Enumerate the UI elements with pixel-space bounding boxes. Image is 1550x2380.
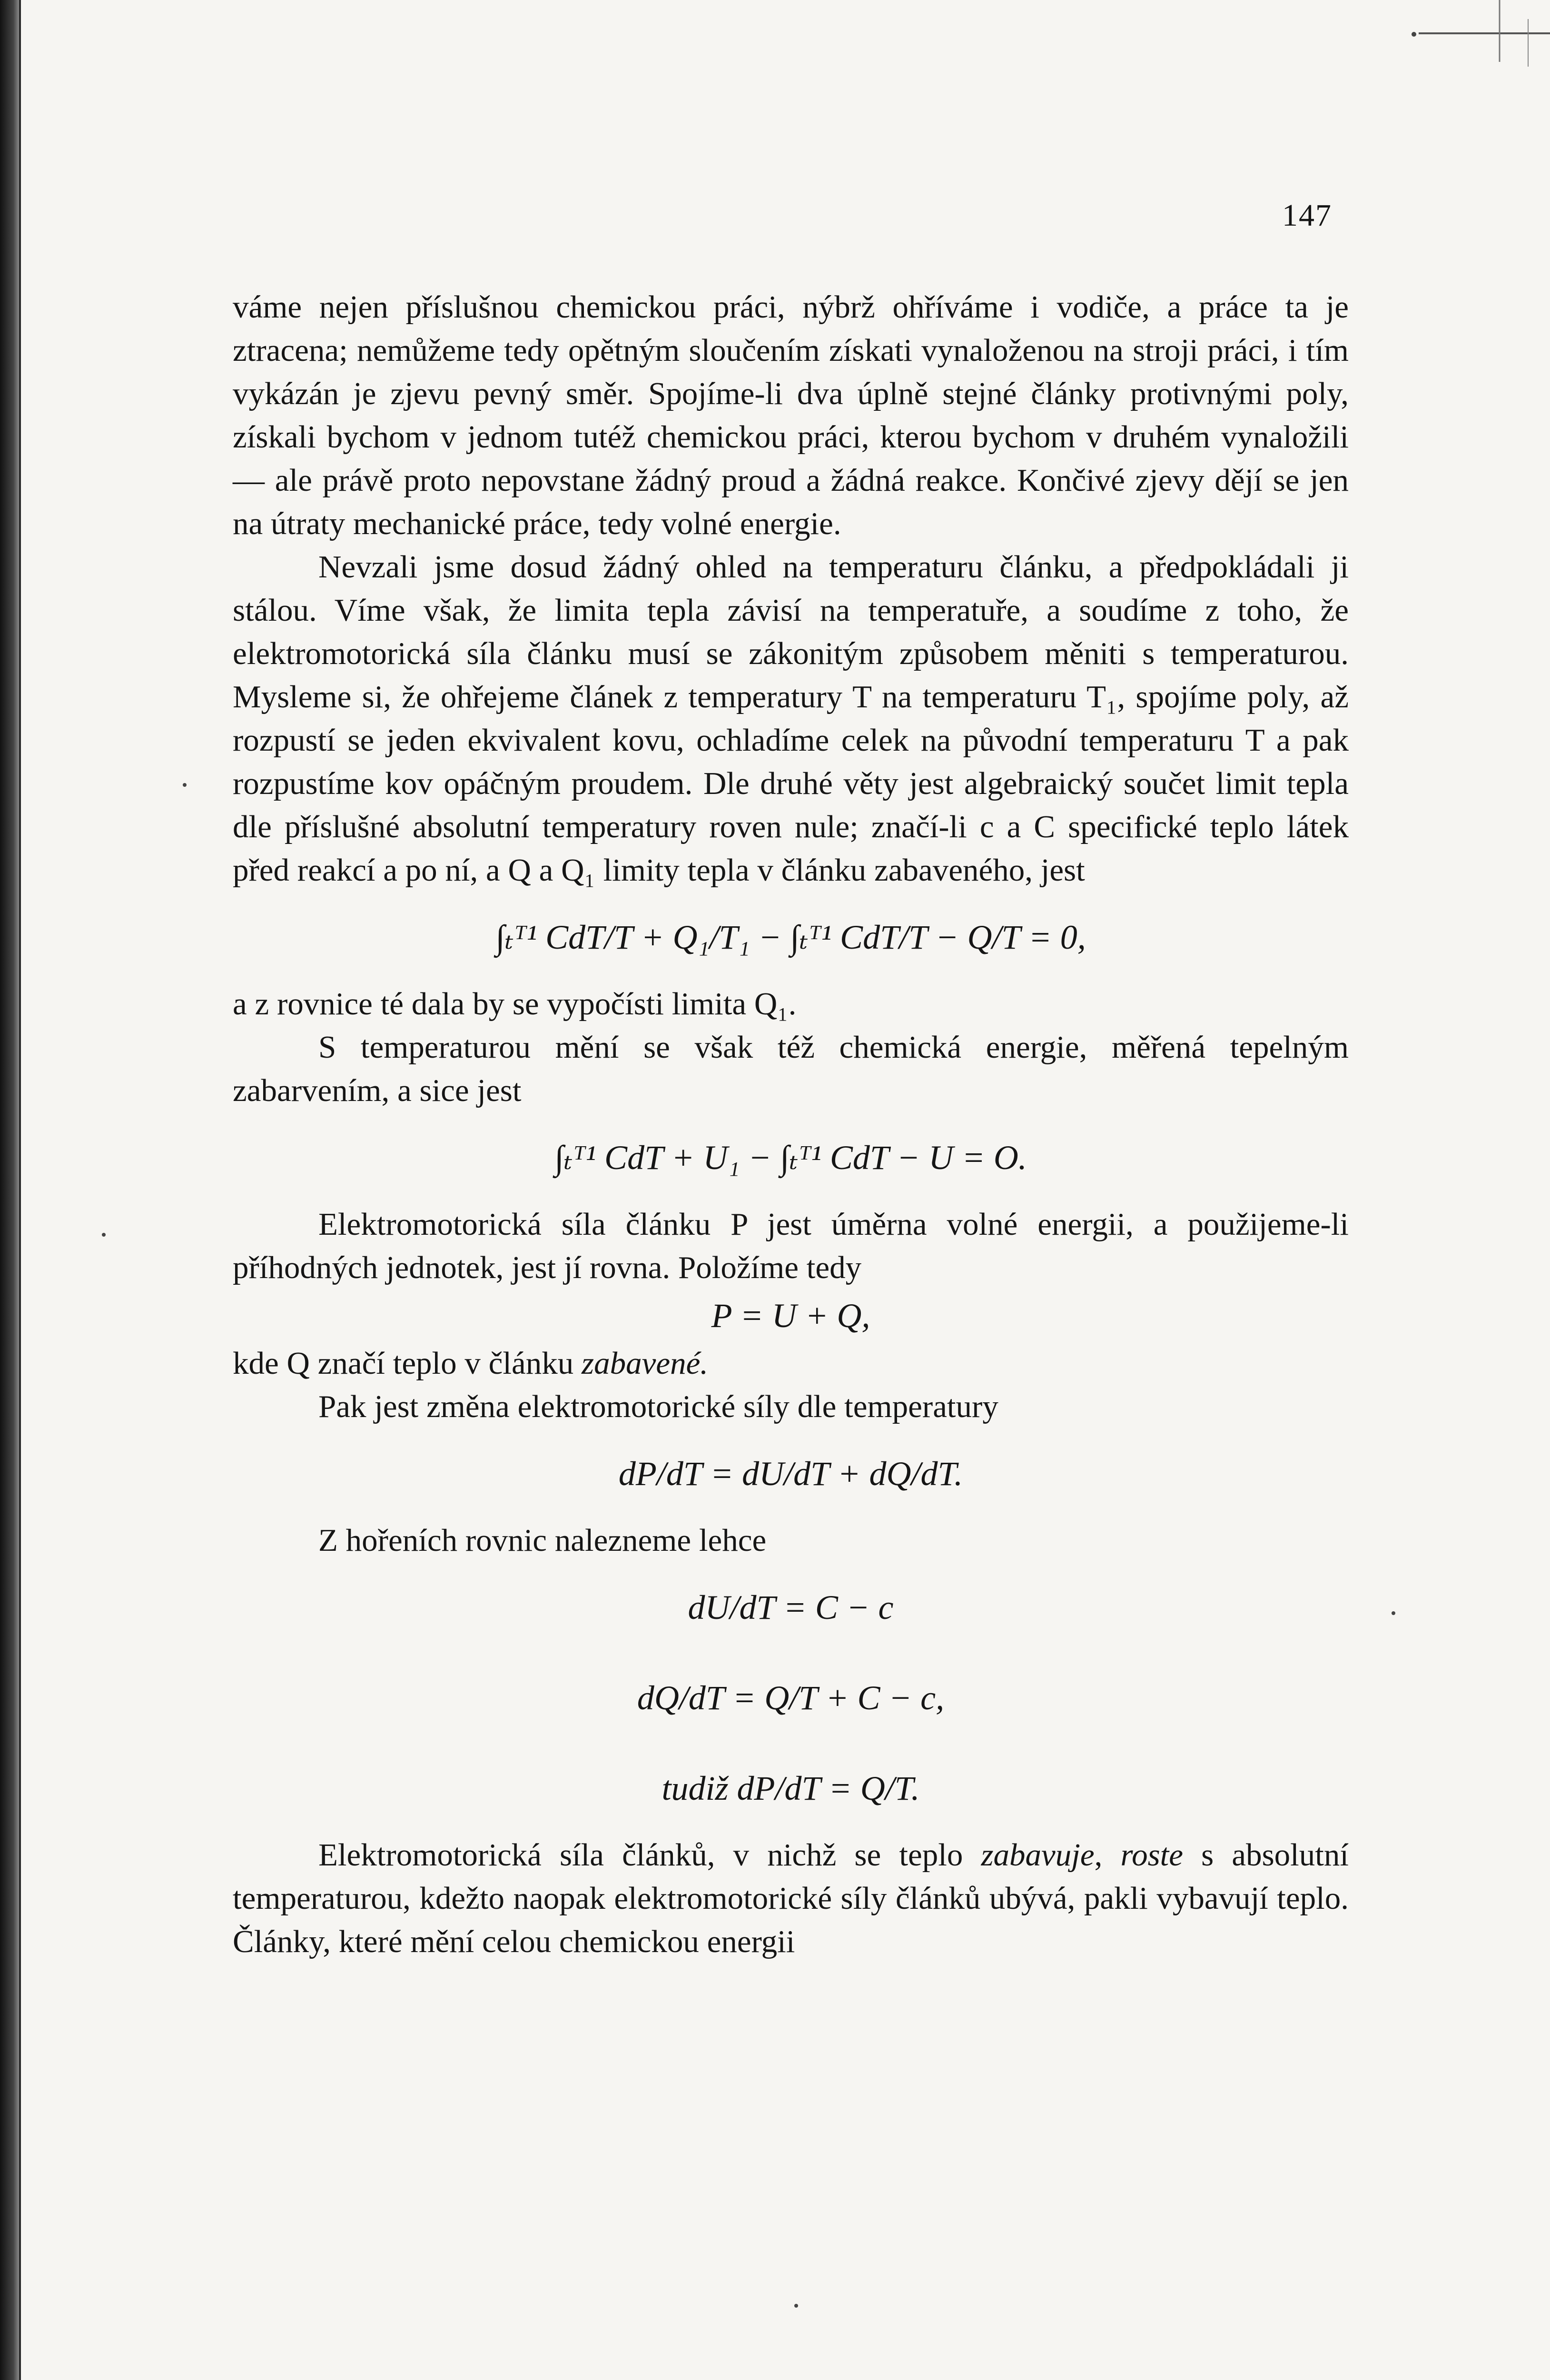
paragraph-9 <box>233 1834 1349 1964</box>
paragraph-7: Pak jest změna elektromotorické síly dle temperatury <box>318 1389 998 1424</box>
paragraph-2: Nevzali jsme dosud žádný ohled na temperaturu článku, a předpokládali ji stálou. Víme však, že limita tepla závisí na temperatuře, a soudíme z toho, že elektromotorická síla článku musí se zákonitým způsobem měniti s temperaturou. Mysleme si, že ohřejeme článek z temperatury T na temperaturu T₁, spojíme poly, až rozpustí se jeden ekvivalent kovu, ochladíme celek na původní temperaturu T a pak rozpustíme kov opáčným proudem. Dle druhé věty jest algebraický součet limit tepla dle příslušné absolutní temperatury roven nule; značí-li c a C specifické teplo látek před reakcí a po ní, a Q a Q₁ limity tepla v článku zabaveného, jest <box>233 549 1349 888</box>
equation-7: tudiž dP/dT = Q/T. <box>661 1769 920 1807</box>
paragraph-1: váme nejen příslušnou chemickou práci, nýbrž ohříváme i vodiče, a práce ta je ztracena; nemůžeme tedy opětným sloučením získati vynaloženou na stroji práci, i tím vykázán je zjevu pevný směr. Spojíme-li dva úplně stejné články protivnými poly, získali bychom v jednom tutéž chemickou práci, kterou bychom v druhém vynaložili — ale právě proto nepovstane žádný proud a žádná reakce. Končivé zjevy dějí se jen na útraty mechanické práce, tedy volné energie. <box>233 289 1349 541</box>
equation-4: dP/dT = dU/dT + dQ/dT. <box>618 1455 963 1493</box>
equation-2: ∫ₜᵀ¹ CdT + U₁ − ∫ₜᵀ¹ CdT − U = O. <box>554 1139 1027 1177</box>
paragraph-3: a z rovnice té dala by se vypočísti limita Q₁. <box>233 986 797 1021</box>
paragraph-6-emphasis: zabavené. <box>582 1346 709 1381</box>
paragraph-9-text-c: s absolutní temperaturou, kdežto naopak elektromotorické síly článků ubývá, pakli vybavují teplo. Články, které mění celou chemickou energii <box>233 1837 1349 1959</box>
page-number: 147 <box>1282 198 1332 233</box>
scan-speck <box>102 1233 106 1237</box>
paragraph-9-emphasis-2: roste <box>1120 1837 1184 1873</box>
paragraph-9-text-a: Elektromotorická síla článků, v nichž se teplo <box>318 1837 981 1873</box>
page-body <box>233 286 1349 1964</box>
paragraph-6 <box>233 1342 1349 1385</box>
paragraph-8: Z hořeních rovnic nalezneme lehce <box>318 1523 767 1558</box>
equation-5: dU/dT = C − c <box>688 1588 894 1626</box>
scan-speck <box>183 783 187 787</box>
equation-6: dQ/dT = Q/T + C − c, <box>637 1679 945 1717</box>
equation-3: P = U + Q, <box>711 1297 870 1335</box>
book-page <box>19 0 1550 2380</box>
paragraph-4: S temperaturou mění se však též chemická energie, měřená tepelným zabarvením, a sice jest <box>233 1030 1349 1108</box>
paragraph-9-emphasis-1: zabavuje <box>981 1837 1095 1873</box>
equation-1: ∫ₜᵀ¹ CdT/T + Q₁/T₁ − ∫ₜᵀ¹ CdT/T − Q/T = 0, <box>495 918 1086 956</box>
paragraph-6-text: kde Q značí teplo v článku <box>233 1346 582 1381</box>
paragraph-5: Elektromotorická síla článku P jest úměrna volné energii, a použijeme-li příhodných jednotek, jest jí rovna. Položíme tedy <box>233 1207 1349 1285</box>
scan-binding-shadow <box>0 0 19 2380</box>
paragraph-9-text-b: , <box>1094 1837 1121 1873</box>
scan-corner-mark <box>1371 0 1550 71</box>
scan-speck <box>794 2304 798 2308</box>
scan-speck <box>1392 1611 1395 1615</box>
